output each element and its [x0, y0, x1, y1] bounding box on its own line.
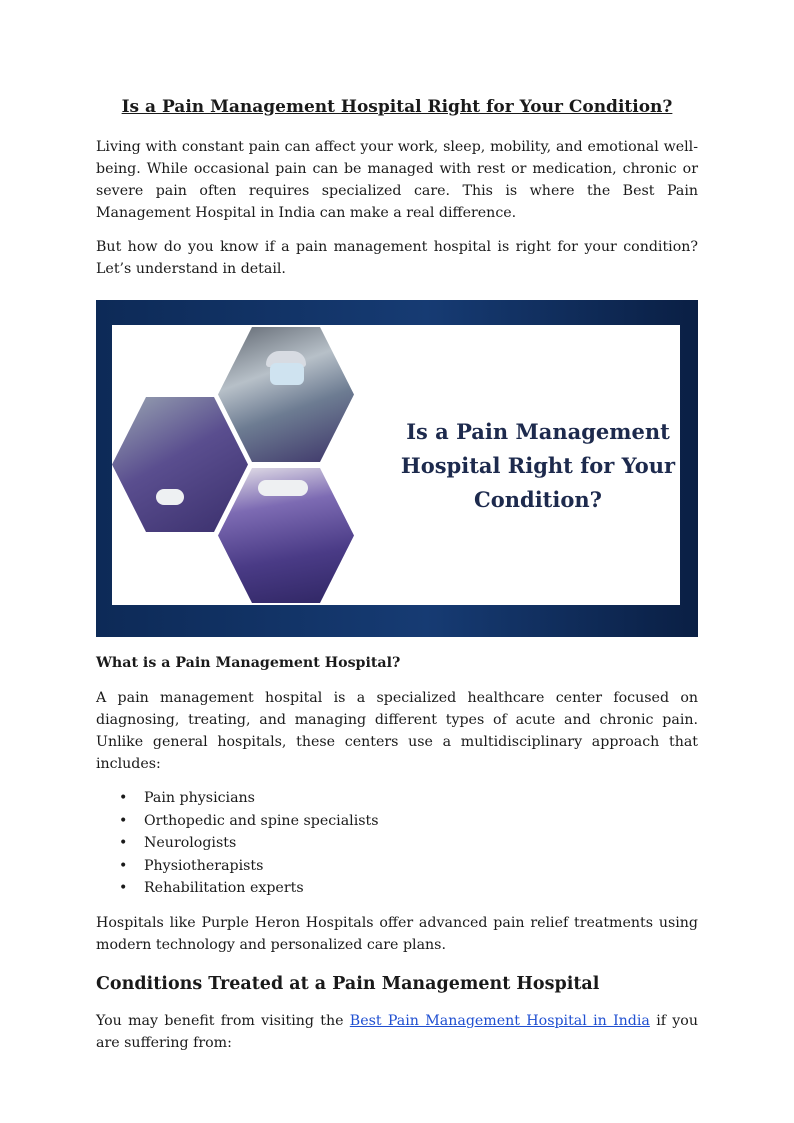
banner-title-line: Hospital Right for Your [400, 453, 676, 478]
glove-shape [156, 489, 184, 505]
surgeon-hexagon-image [218, 327, 354, 462]
document-page [96, 96, 698, 1066]
banner-title-line: Is a Pain Management [406, 419, 670, 444]
section1-paragraph: A pain management hospital is a specialized healthcare center focused on diagnosing, treating, and managing different types of acute and chronic pain. Unlike general hospitals, these centers use a multidisciplinary approach that includes: [96, 690, 698, 772]
operating-room-hexagon-image [112, 397, 248, 532]
intro-paragraph-2: But how do you know if a pain management hospital is right for your condition? Let’s understand in detail. [96, 239, 698, 277]
list-item: • Neurologists [144, 832, 698, 855]
list-item: • Physiotherapists [144, 855, 698, 878]
list-item: • Orthopedic and spine specialists [144, 810, 698, 833]
section2-paragraph [96, 1010, 698, 1054]
banner-card [112, 325, 680, 605]
banner-title-line: Condition? [474, 487, 602, 512]
banner-title [378, 415, 698, 517]
section-heading-what-is: What is a Pain Management Hospital? [96, 655, 401, 671]
list-item: • Pain physicians [144, 787, 698, 810]
section1-closing: Hospitals like Purple Heron Hospitals offer advanced pain relief treatments using modern technology and personalized care plans. [96, 914, 698, 953]
specialist-list [96, 787, 698, 900]
list-item: • Rehabilitation experts [144, 877, 698, 900]
section2-text-after: if you are suffering from: [96, 1012, 698, 1051]
best-hospital-link[interactable]: Best Pain Management Hospital in India [349, 1012, 650, 1029]
glove-shape [258, 480, 308, 496]
section-heading-conditions: Conditions Treated at a Pain Management Hospital [96, 973, 600, 994]
surgical-mask-shape [270, 363, 304, 385]
section2-text-before: You may benefit from visiting the [96, 1012, 350, 1029]
banner-image [96, 300, 698, 637]
intro-paragraph-1: Living with constant pain can affect your work, sleep, mobility, and emotional well-being. While occasional pain can be managed with rest or medication, chronic or severe pain often requires specialized care. This is where the Best Pain Management Hospital in India can make a real difference. [96, 139, 698, 221]
surgery-hexagon-image [218, 468, 354, 603]
page-title: Is a Pain Management Hospital Right for Your Condition? [121, 97, 673, 117]
